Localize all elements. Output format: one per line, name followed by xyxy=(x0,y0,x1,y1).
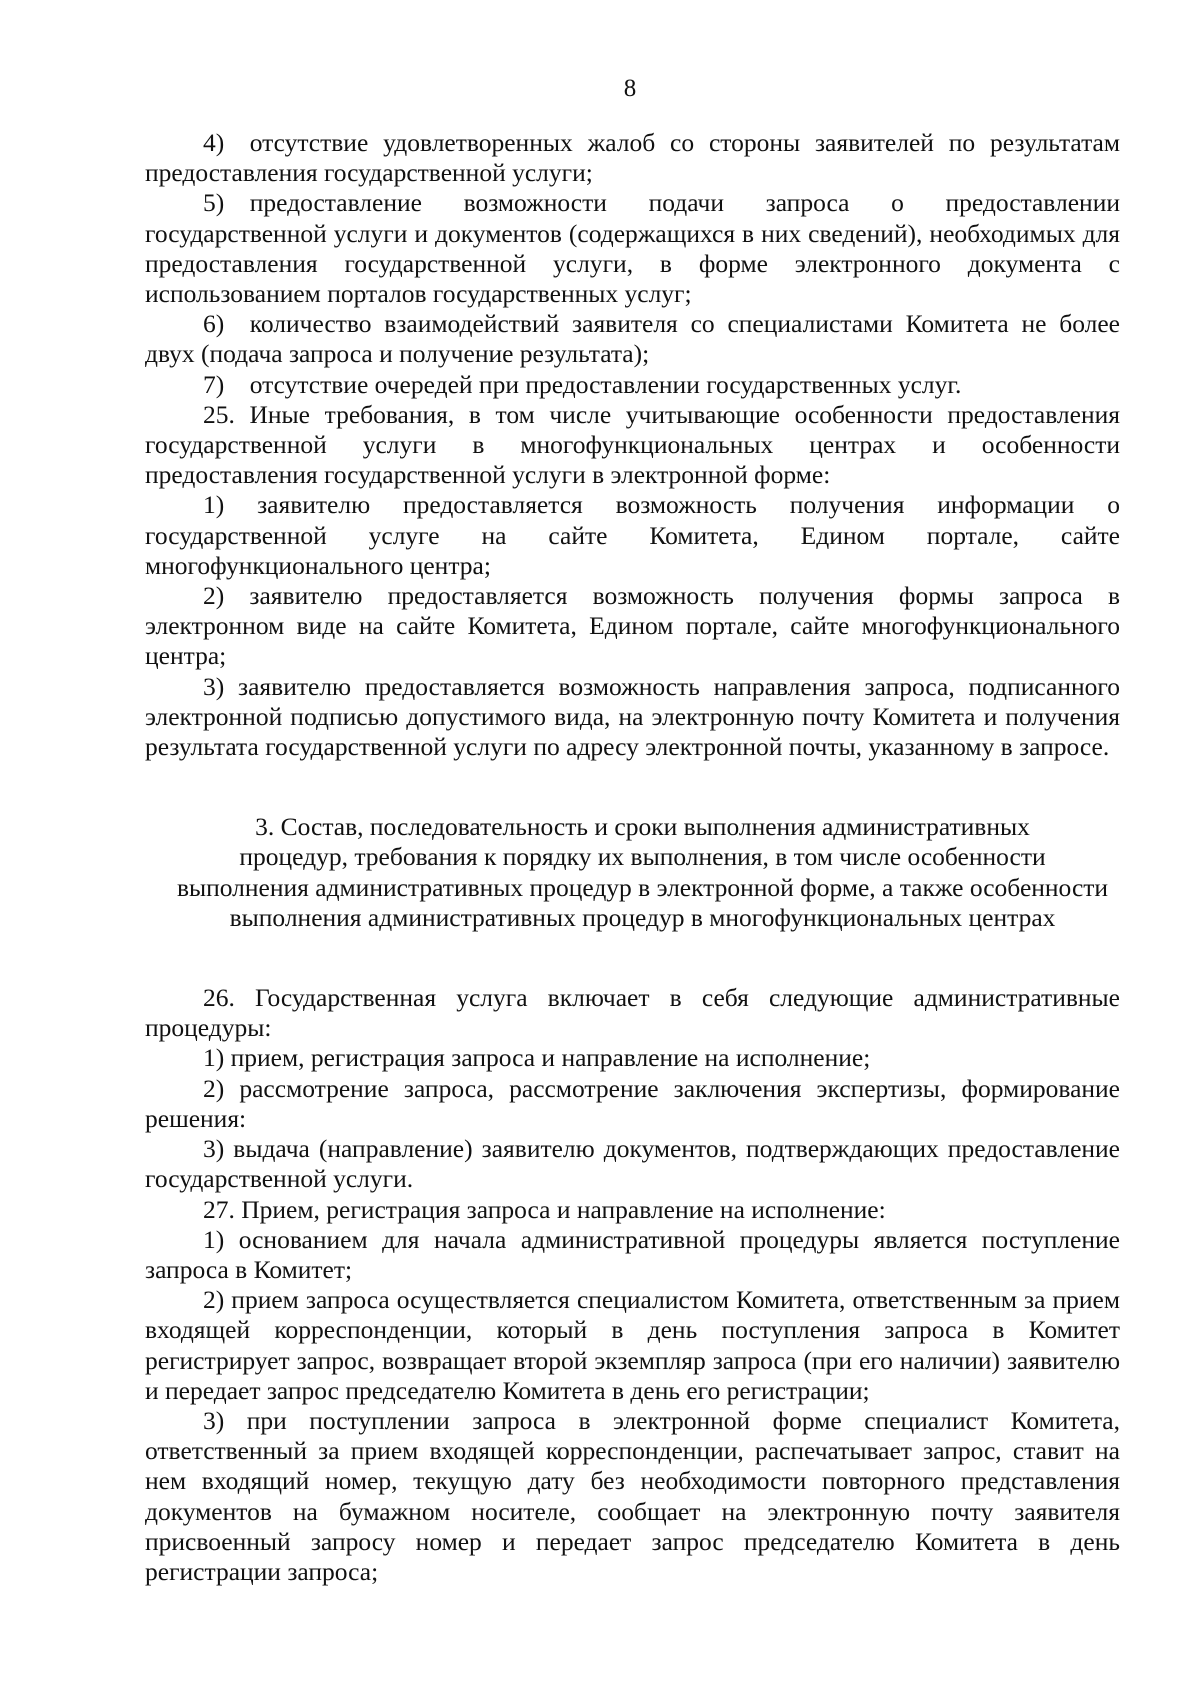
paragraph-27: 27. Прием, регистрация запроса и направление на исполнение: xyxy=(203,1194,886,1224)
paragraph-item-5: 5) предоставление возможности подачи запроса о предоставлении государственной услуги и документов (содержащихся в них сведений), необходимых для предоставления государственной услуги, в форме электронного документа с использованием порталов государственных услуг; xyxy=(145,188,1120,309)
paragraph-26-item-2: 2) рассмотрение запроса, рассмотрение заключения экспертизы, формирование решения: xyxy=(145,1073,1120,1133)
paragraph-27-item-3: 3) при поступлении запроса в электронной форме специалист Комитета, ответственный за прием входящей корреспонденции, распечатывает запрос, ставит на нем входящий номер, текущую дату без необходимости повторного представления документов на бумажном носителе, сообщает на электронную почту заявителя присвоенный запросу номер и передает запрос председателю Комитета в день регистрации запроса; xyxy=(145,1405,1120,1586)
paragraph-25-item-3: 3) заявителю предоставляется возможность направления запроса, подписанного электронной подписью допустимого вида, на электронную почту Комитета и получения результата государственной услуги по адресу электронной почты, указанному в запросе. xyxy=(145,671,1120,762)
section-heading-line: выполнения административных процедур в многофункциональных центрах xyxy=(229,902,1056,932)
paragraph-26: 26. Государственная услуга включает в себя следующие административные процедуры: xyxy=(145,983,1120,1043)
section-heading-line: 3. Состав, последовательность и сроки выполнения административных xyxy=(255,812,1030,842)
paragraph-item-7: 7) отсутствие очередей при предоставлении государственных услуг. xyxy=(203,369,962,399)
section-heading-line: выполнения административных процедур в электронной форме, а также особенности xyxy=(176,872,1109,902)
paragraph-26-item-3: 3) выдача (направление) заявителю документов, подтверждающих предоставление государственной услуги. xyxy=(145,1134,1120,1194)
paragraph-25: 25. Иные требования, в том числе учитывающие особенности предоставления государственной услуги в многофункциональных центрах и особенности предоставления государственной услуги в электронной форме: xyxy=(145,399,1120,490)
section-heading xyxy=(145,812,1120,933)
section-heading-line: процедур, требования к порядку их выполнения, в том числе особенности xyxy=(239,842,1046,872)
document-body xyxy=(145,128,1120,1587)
paragraph-26-item-1: 1) прием, регистрация запроса и направление на исполнение; xyxy=(203,1043,871,1073)
paragraph-item-6: 6) количество взаимодействий заявителя со специалистами Комитета не более двух (подача запроса и получение результата); xyxy=(145,309,1120,369)
paragraph-27-item-2: 2) прием запроса осуществляется специалистом Комитета, ответственным за прием входящей корреспонденции, который в день поступления запроса в Комитет регистрирует запрос, возвращает второй экземпляр запроса (при его наличии) заявителю и передает запрос председателю Комитета в день его регистрации; xyxy=(145,1285,1120,1405)
page-number: 8 xyxy=(623,75,637,102)
paragraph-25-item-1: 1) заявителю предоставляется возможность получения информации о государственной услуге на сайте Комитета, Едином портале, сайте многофункционального центра; xyxy=(145,490,1120,580)
paragraph-27-item-1: 1) основанием для начала административной процедуры является поступление запроса в Комитет; xyxy=(145,1224,1120,1284)
paragraph-25-item-2: 2) заявителю предоставляется возможность получения формы запроса в электронном виде на сайте Комитета, Едином портале, сайте многофункционального центра; xyxy=(145,581,1120,671)
paragraph-item-4: 4) отсутствие удовлетворенных жалоб со стороны заявителей по результатам предоставления государственной услуги; xyxy=(145,128,1120,188)
